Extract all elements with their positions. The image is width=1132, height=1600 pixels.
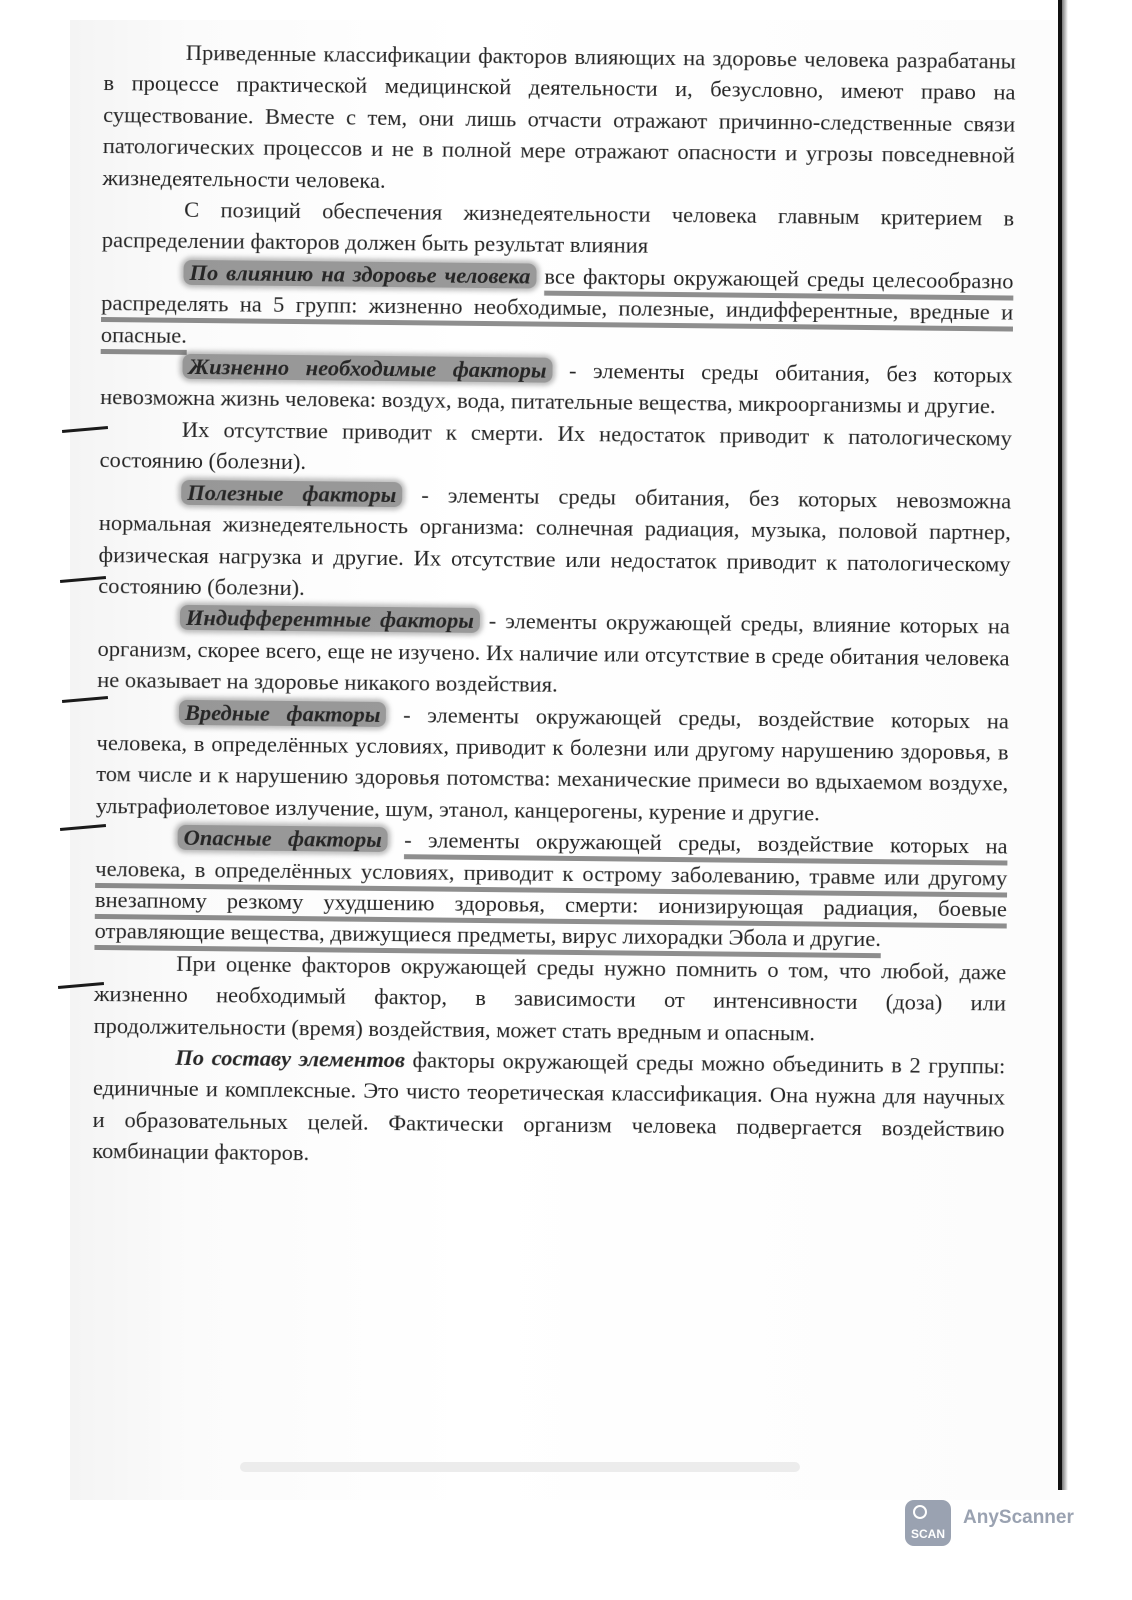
paragraph-text: Их отсутствие приводит к смерти. Их недостаток приводит к патологическому состоянию (болезни).: [99, 416, 1012, 475]
paragraph-dangerous-factors: [94, 821, 1007, 956]
highlighted-term: Полезные факторы: [181, 480, 402, 507]
paragraph-useful-factors: [98, 476, 1011, 611]
paragraph-text: - элементы окружающей среды, влияние которых на организм, скорее всего, еще не изучено. Их наличие или отсутствие в среде обитания человека не оказывает на здоровье никакого воздействия.: [97, 608, 1011, 697]
watermark-brand: AnyScanner: [963, 1507, 1074, 1528]
paragraph-text: - элементы среды обитания, без которых невозможна нормальная жизнедеятельность организма: солнечная радиация, музыка, половой партнер, физическая нагрузка и другие. Их отсутствие или недостаток приводит к патологическому состоянию (болезни).: [98, 482, 1012, 601]
paragraph-absence: [99, 413, 1012, 485]
paragraph-text: - элементы среды обитания, без которых невозможна жизнь человека: воздух, вода, питательные вещества, микроорганизмы и другие.: [100, 357, 1013, 419]
paragraph-criterion: [102, 193, 1015, 265]
bleed-through-smudge: [240, 1462, 800, 1472]
paragraph-text: - элементы окружающей среды, воздействие которых на человека, в определённых условиях, приводит к болезни или другому нарушению здоровья, в том числе и к нарушению здоровья потомства: механические примеси во вдыхаемом воздухе, ультрафиолетовое излучение, шум, этанол, канцерогены, курение и другие.: [95, 701, 1010, 826]
paragraph-assessment: [93, 947, 1006, 1051]
italic-term: По составу элементов: [175, 1044, 406, 1073]
paragraph-five-groups: [101, 256, 1014, 360]
paragraph-indifferent-factors: [97, 601, 1010, 705]
logo-ring: [913, 1505, 927, 1519]
paragraph-vital-factors: [100, 350, 1013, 422]
paragraph-intro: [102, 36, 1016, 203]
highlighted-term: Вредные факторы: [179, 699, 387, 726]
paragraph-harmful-factors: [96, 695, 1009, 830]
highlighted-term: Жизненно необходимые факторы: [182, 354, 552, 383]
page-edge-gradient: [1062, 0, 1068, 1490]
paragraph-text: При оценке факторов окружающей среды нужно помнить о том, что любой, даже жизненно необходимый фактор, в зависимости от интенсивности (доза) или продолжительности (время) воздействия, может стать вредным и опасным.: [93, 950, 1007, 1046]
paragraph-composition: [92, 1041, 1005, 1176]
paragraph-text: все факторы окружающей среды целесообразно распределять на 5 групп: жизненно необходимые, полезные, индифферентные, вредные и опасные.: [100, 263, 1014, 348]
highlighted-term: Опасные факторы: [177, 825, 387, 852]
highlighted-term: По влиянию на здоровье человека: [183, 260, 536, 289]
highlighted-term: Индифферентные факторы: [180, 605, 480, 633]
paragraph-text: Приведенные классификации факторов влияющих на здоровье человека разрабатаны в процессе практической медицинской деятельности и, безусловно, имеют право на существование. Вместе с тем, они лишь отчасти отражают причинно-следственные связи патологических процессов и не в полной мере отражают опасности и угрозы повседневной жизнедеятельности человека.: [102, 39, 1016, 193]
paragraph-text: - элементы окружающей среды, воздействие которых на человека, в определённых условиях, приводит к острому заболеванию, травме или другому внезапному резкому ухудшению здоровья, смерти: ионизирующая радиация, боевые отравляющие вещества, движущиеся предметы, вирус лихорадки Эбола и другие.: [94, 827, 1008, 952]
document-body: [92, 36, 1016, 1176]
paragraph-text: С позиций обеспечения жизнедеятельности человека главным критерием в распределении факторов должен быть результат влияния: [101, 196, 1015, 259]
anyscanner-logo-icon: [905, 1500, 951, 1546]
logo-label: SCAN: [910, 1527, 945, 1541]
paragraph-text: факторы окружающей среды можно объединить в 2 группы: единичные и комплексные. Это чисто теоретическая классификация. Она нужна для научных и образовательных целей. Фактически организм человека подвергается воздействию комбинации факторов.: [92, 1047, 1006, 1166]
